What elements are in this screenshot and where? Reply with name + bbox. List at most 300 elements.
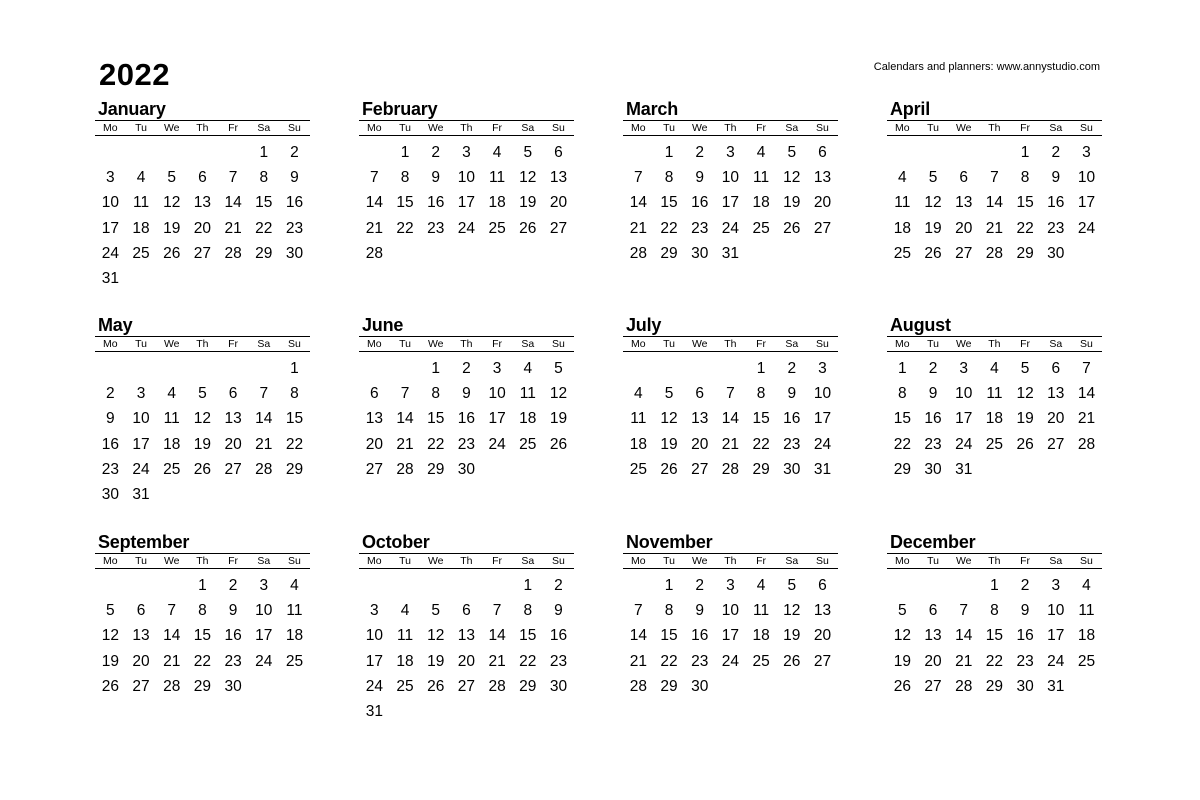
day-cell: 3 <box>106 169 115 187</box>
day-cell: 28 <box>955 677 973 695</box>
day-cell: 9 <box>554 602 563 620</box>
day-cell: 24 <box>457 219 476 237</box>
day-cell: 19 <box>924 219 942 237</box>
day-cell: 7 <box>634 602 643 620</box>
day-empty <box>156 356 187 381</box>
day-cell: 16 <box>1047 194 1065 212</box>
day-cell: 31 <box>132 485 150 503</box>
day-cell: 3 <box>726 144 735 161</box>
weekday-label: Tu <box>927 338 939 350</box>
day-cell: 14 <box>955 627 973 645</box>
day-cell: 29 <box>255 244 273 262</box>
day-empty <box>948 140 979 165</box>
day-cell: 10 <box>955 385 973 403</box>
day-cell: 15 <box>660 627 678 645</box>
weekday-header <box>359 336 574 352</box>
day-cell: 20 <box>813 627 832 645</box>
day-cell: 28 <box>163 677 181 695</box>
day-cell: 30 <box>924 460 942 478</box>
day-empty <box>654 356 685 381</box>
day-cell: 1 <box>259 144 269 161</box>
day-cell: 28 <box>1077 435 1096 453</box>
day-cell: 16 <box>427 194 445 212</box>
day-cell: 5 <box>167 169 177 187</box>
day-cell: 18 <box>629 435 647 453</box>
weekday-label: Th <box>724 338 737 350</box>
day-cell: 13 <box>365 410 383 428</box>
day-cell: 11 <box>396 627 414 645</box>
day-cell: 6 <box>462 602 471 620</box>
weekday-label: Tu <box>663 122 675 134</box>
day-cell: 7 <box>959 602 969 620</box>
day-cell: 15 <box>193 627 212 645</box>
day-cell: 4 <box>136 169 146 187</box>
day-grid <box>95 140 310 291</box>
day-cell: 30 <box>457 460 476 478</box>
day-cell: 25 <box>752 219 770 237</box>
day-cell: 5 <box>787 144 797 161</box>
weekday-label: Tu <box>927 122 939 134</box>
day-cell: 27 <box>549 219 568 237</box>
day-cell: 15 <box>396 194 414 212</box>
weekday-label: Sa <box>1049 122 1063 134</box>
day-cell: 21 <box>488 652 506 670</box>
weekday-label: Su <box>816 122 829 134</box>
day-cell: 27 <box>813 219 832 237</box>
day-cell: 28 <box>224 244 242 262</box>
day-cell: 8 <box>431 385 441 403</box>
weekday-label: Mo <box>895 122 910 134</box>
day-cell: 30 <box>691 244 709 262</box>
day-cell: 8 <box>1020 169 1030 187</box>
day-cell: 22 <box>660 652 678 670</box>
day-cell: 13 <box>132 627 150 645</box>
day-cell: 7 <box>492 602 502 620</box>
day-cell: 15 <box>985 627 1004 645</box>
day-cell: 29 <box>660 244 678 262</box>
day-cell: 13 <box>224 410 242 428</box>
day-cell: 1 <box>198 577 207 594</box>
day-cell: 16 <box>691 194 709 212</box>
weekday-label: Sa <box>257 555 271 567</box>
day-cell: 6 <box>818 144 827 161</box>
day-cell: 12 <box>519 169 537 187</box>
day-cell: 13 <box>457 627 476 645</box>
day-cell: 4 <box>1082 577 1091 594</box>
day-cell: 1 <box>400 144 410 161</box>
day-cell: 17 <box>721 194 740 212</box>
day-grid <box>623 356 838 482</box>
day-cell: 5 <box>787 577 797 594</box>
day-cell: 11 <box>286 602 303 620</box>
day-cell: 30 <box>1016 677 1034 695</box>
day-cell: 2 <box>928 360 938 377</box>
day-cell: 9 <box>928 385 938 403</box>
weekday-label: We <box>955 122 972 134</box>
day-cell: 23 <box>691 219 709 237</box>
day-cell: 7 <box>167 602 177 620</box>
day-cell: 26 <box>101 677 119 695</box>
day-cell: 10 <box>488 385 506 403</box>
day-empty <box>390 356 421 381</box>
weekday-label: Fr <box>492 122 503 134</box>
weekday-label: Th <box>460 338 473 350</box>
day-empty <box>359 140 390 165</box>
day-cell: 27 <box>457 677 476 695</box>
day-cell: 23 <box>427 219 445 237</box>
weekday-label: Mo <box>103 555 118 567</box>
month-july <box>623 314 838 482</box>
day-cell: 18 <box>985 410 1004 428</box>
day-cell: 18 <box>396 652 414 670</box>
weekday-label: Su <box>1080 122 1093 134</box>
weekday-header <box>95 336 310 352</box>
day-cell: 14 <box>396 410 414 428</box>
day-cell: 22 <box>285 435 304 453</box>
day-cell: 24 <box>132 460 150 478</box>
day-cell: 3 <box>136 385 146 403</box>
day-cell: 6 <box>554 144 563 161</box>
weekday-header <box>623 120 838 136</box>
weekday-label: Fr <box>1020 555 1031 567</box>
day-cell: 5 <box>928 169 938 187</box>
day-cell: 30 <box>549 677 568 695</box>
weekday-label: Sa <box>1049 555 1063 567</box>
day-empty <box>979 140 1010 165</box>
day-cell: 8 <box>756 385 766 403</box>
day-cell: 17 <box>721 627 740 645</box>
weekday-label: Tu <box>135 122 147 134</box>
weekday-label: Fr <box>228 555 239 567</box>
day-cell: 18 <box>752 194 770 212</box>
day-cell: 4 <box>523 360 533 377</box>
day-cell: 15 <box>255 194 273 212</box>
weekday-header <box>623 553 838 569</box>
weekday-label: Tu <box>399 555 411 567</box>
day-empty <box>918 140 949 165</box>
day-cell: 7 <box>634 169 643 187</box>
day-cell: 31 <box>365 702 383 720</box>
weekday-label: Th <box>724 555 737 567</box>
day-cell: 17 <box>457 194 476 212</box>
weekday-label: Tu <box>663 555 675 567</box>
month-march <box>623 98 838 266</box>
weekday-label: Fr <box>1020 122 1031 134</box>
weekday-label: Fr <box>228 122 239 134</box>
day-cell: 27 <box>955 244 973 262</box>
day-cell: 30 <box>101 485 119 503</box>
day-cell: 29 <box>893 460 911 478</box>
weekday-label: Fr <box>228 338 239 350</box>
day-cell: 31 <box>813 460 832 478</box>
day-cell: 24 <box>1047 652 1065 670</box>
day-cell: 19 <box>427 652 445 670</box>
day-cell: 16 <box>285 194 304 212</box>
day-cell: 21 <box>721 435 740 453</box>
day-cell: 4 <box>290 577 299 594</box>
weekday-label: Tu <box>927 555 939 567</box>
weekday-label: Sa <box>521 555 535 567</box>
day-cell: 22 <box>660 219 678 237</box>
day-cell: 9 <box>462 385 471 403</box>
day-cell: 12 <box>783 602 801 620</box>
weekday-header <box>887 336 1102 352</box>
day-cell: 6 <box>228 385 238 403</box>
day-cell: 4 <box>756 577 766 594</box>
day-cell: 10 <box>813 385 832 403</box>
day-cell: 14 <box>985 194 1004 212</box>
day-cell: 8 <box>259 169 269 187</box>
weekday-label: Su <box>552 122 565 134</box>
day-cell: 29 <box>193 677 212 695</box>
weekday-label: Tu <box>663 338 675 350</box>
day-cell: 27 <box>132 677 150 695</box>
day-cell: 7 <box>259 385 269 403</box>
weekday-label: Fr <box>756 338 767 350</box>
day-cell: 26 <box>519 219 537 237</box>
day-cell: 3 <box>1051 577 1061 594</box>
day-cell: 2 <box>554 577 563 594</box>
day-cell: 9 <box>1020 602 1030 620</box>
weekday-label: We <box>427 338 444 350</box>
day-cell: 31 <box>1047 677 1065 695</box>
day-cell: 19 <box>101 652 119 670</box>
day-cell: 28 <box>488 677 506 695</box>
day-cell: 3 <box>492 360 502 377</box>
day-cell: 5 <box>523 144 533 161</box>
day-empty <box>918 573 949 598</box>
day-empty <box>156 140 187 165</box>
day-cell: 13 <box>549 169 568 187</box>
day-cell: 12 <box>1016 385 1034 403</box>
day-cell: 22 <box>193 652 212 670</box>
day-cell: 17 <box>1047 627 1065 645</box>
weekday-label: Su <box>552 555 565 567</box>
month-name: September <box>98 532 190 552</box>
day-cell: 25 <box>163 460 181 478</box>
month-october <box>359 531 574 724</box>
day-cell: 21 <box>629 652 647 670</box>
day-cell: 20 <box>549 194 568 212</box>
day-cell: 20 <box>1047 410 1065 428</box>
day-grid <box>359 140 574 266</box>
day-cell: 29 <box>427 460 445 478</box>
weekday-label: Th <box>988 338 1001 350</box>
day-cell: 23 <box>285 219 304 237</box>
day-cell: 5 <box>898 602 907 620</box>
day-cell: 5 <box>664 385 674 403</box>
month-name: October <box>362 532 430 552</box>
day-cell: 27 <box>813 652 832 670</box>
day-grid <box>359 573 574 724</box>
day-cell: 22 <box>427 435 445 453</box>
day-cell: 5 <box>554 360 563 377</box>
day-cell: 27 <box>224 460 242 478</box>
day-cell: 22 <box>752 435 770 453</box>
day-cell: 28 <box>629 244 647 262</box>
weekday-label: Sa <box>785 338 799 350</box>
day-cell: 20 <box>193 219 212 237</box>
day-cell: 8 <box>990 602 999 620</box>
day-cell: 2 <box>695 144 705 161</box>
day-cell: 18 <box>752 627 770 645</box>
day-cell: 11 <box>986 385 1003 403</box>
day-cell: 19 <box>893 652 911 670</box>
day-cell: 10 <box>365 627 383 645</box>
weekday-header <box>95 120 310 136</box>
day-cell: 8 <box>198 602 207 620</box>
day-cell: 8 <box>898 385 907 403</box>
day-cell: 7 <box>726 385 735 403</box>
day-cell: 24 <box>1077 219 1096 237</box>
day-cell: 11 <box>630 410 647 428</box>
day-cell: 2 <box>228 577 238 594</box>
day-cell: 24 <box>488 435 506 453</box>
day-cell: 1 <box>990 577 999 594</box>
day-empty <box>95 573 126 598</box>
day-cell: 14 <box>629 194 647 212</box>
day-cell: 18 <box>488 194 506 212</box>
day-cell: 17 <box>955 410 973 428</box>
weekday-label: Th <box>196 338 209 350</box>
weekday-label: Su <box>816 338 829 350</box>
weekday-label: We <box>691 338 708 350</box>
day-cell: 24 <box>101 244 119 262</box>
day-cell: 14 <box>721 410 740 428</box>
day-cell: 25 <box>519 435 537 453</box>
day-cell: 6 <box>198 169 207 187</box>
weekday-label: Sa <box>785 122 799 134</box>
month-december <box>887 531 1102 699</box>
day-cell: 11 <box>753 169 770 187</box>
day-cell: 14 <box>1077 385 1096 403</box>
weekday-label: We <box>691 555 708 567</box>
day-empty <box>156 573 187 598</box>
day-cell: 19 <box>519 194 537 212</box>
day-cell: 11 <box>489 169 506 187</box>
day-cell: 2 <box>106 385 115 403</box>
weekday-label: Tu <box>399 338 411 350</box>
day-cell: 20 <box>224 435 242 453</box>
month-september <box>95 531 310 699</box>
day-cell: 22 <box>1016 219 1034 237</box>
day-cell: 23 <box>1016 652 1034 670</box>
month-name: November <box>626 532 713 552</box>
day-cell: 21 <box>365 219 383 237</box>
day-cell: 30 <box>783 460 801 478</box>
day-cell: 6 <box>695 385 705 403</box>
day-cell: 21 <box>163 652 181 670</box>
day-cell: 13 <box>193 194 212 212</box>
day-cell: 12 <box>783 169 801 187</box>
day-cell: 20 <box>132 652 150 670</box>
weekday-label: Mo <box>103 122 118 134</box>
day-cell: 14 <box>629 627 647 645</box>
day-cell: 23 <box>924 435 942 453</box>
day-cell: 9 <box>106 410 115 428</box>
day-cell: 12 <box>660 410 678 428</box>
day-cell: 8 <box>400 169 410 187</box>
day-cell: 6 <box>1051 360 1061 377</box>
day-cell: 11 <box>894 194 911 212</box>
weekday-label: Mo <box>367 555 382 567</box>
day-grid <box>887 140 1102 266</box>
day-cell: 29 <box>660 677 678 695</box>
day-cell: 3 <box>1082 144 1091 161</box>
day-cell: 4 <box>492 144 502 161</box>
day-cell: 5 <box>106 602 115 620</box>
weekday-label: Fr <box>1020 338 1031 350</box>
weekday-label: Su <box>288 122 301 134</box>
day-cell: 11 <box>1078 602 1095 620</box>
day-cell: 17 <box>1077 194 1096 212</box>
day-cell: 21 <box>955 652 973 670</box>
day-cell: 27 <box>1047 435 1065 453</box>
day-cell: 24 <box>255 652 273 670</box>
day-cell: 1 <box>664 144 674 161</box>
day-cell: 16 <box>101 435 119 453</box>
day-cell: 24 <box>955 435 973 453</box>
day-cell: 1 <box>898 360 907 377</box>
month-name: May <box>98 315 133 335</box>
weekday-label: Fr <box>756 122 767 134</box>
day-empty <box>359 573 390 598</box>
day-grid <box>887 356 1102 482</box>
day-cell: 23 <box>691 652 709 670</box>
month-name: June <box>362 315 404 335</box>
day-cell: 23 <box>101 460 119 478</box>
day-cell: 4 <box>167 385 177 403</box>
weekday-label: Sa <box>257 338 271 350</box>
day-cell: 15 <box>660 194 678 212</box>
day-cell: 10 <box>132 410 150 428</box>
day-cell: 12 <box>163 194 181 212</box>
day-cell: 9 <box>1051 169 1061 187</box>
day-cell: 1 <box>523 577 533 594</box>
day-cell: 18 <box>1077 627 1096 645</box>
day-cell: 31 <box>101 269 119 287</box>
day-cell: 14 <box>255 410 273 428</box>
day-cell: 17 <box>101 219 119 237</box>
day-empty <box>218 140 249 165</box>
day-cell: 17 <box>365 652 383 670</box>
day-cell: 9 <box>431 169 441 187</box>
day-cell: 21 <box>396 435 414 453</box>
weekday-header <box>95 553 310 569</box>
day-cell: 27 <box>365 460 383 478</box>
day-cell: 23 <box>224 652 242 670</box>
day-cell: 28 <box>721 460 740 478</box>
day-cell: 3 <box>818 360 827 377</box>
day-cell: 15 <box>519 627 537 645</box>
day-cell: 21 <box>255 435 273 453</box>
day-empty <box>126 356 157 381</box>
day-cell: 22 <box>985 652 1004 670</box>
day-cell: 12 <box>549 385 568 403</box>
day-cell: 12 <box>193 410 212 428</box>
day-cell: 16 <box>549 627 568 645</box>
day-cell: 17 <box>488 410 506 428</box>
day-cell: 7 <box>400 385 410 403</box>
day-cell: 29 <box>519 677 537 695</box>
day-cell: 3 <box>462 144 471 161</box>
day-cell: 14 <box>224 194 242 212</box>
day-cell: 1 <box>756 360 766 377</box>
day-cell: 20 <box>924 652 942 670</box>
weekday-label: Mo <box>367 122 382 134</box>
weekday-label: Su <box>288 555 301 567</box>
day-cell: 28 <box>985 244 1004 262</box>
